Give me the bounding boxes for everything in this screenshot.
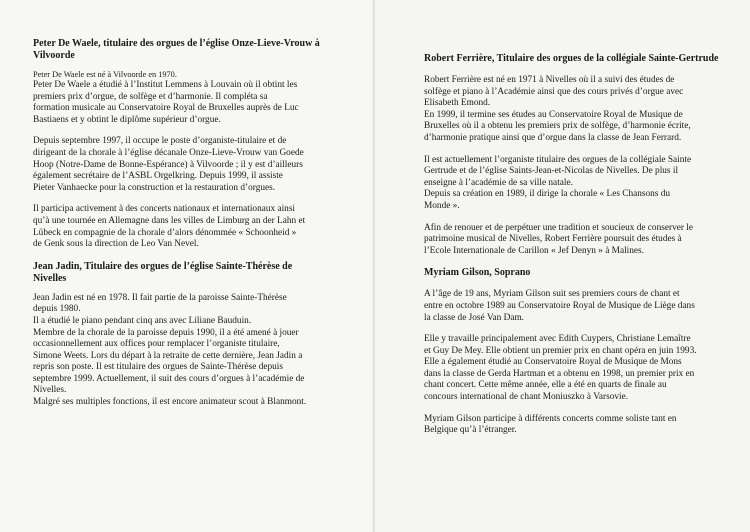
text-line: Pieter Vanhaecke pour la construction et la restauration d’orgues. [33, 182, 276, 193]
text-line: patrimoine musical de Nivelles, Robert Ferrière poursuit des études à [424, 234, 682, 245]
text-line: Malgré ses multiples fonctions, il est encore animateur scout à Blanmont. [33, 397, 307, 408]
heading-line: Vilvoorde [33, 50, 75, 61]
text-line: enseigne à l’académie de sa ville natale. [424, 177, 573, 188]
text-line: Bruxelles où il a obtenu les premiers prix de solfège, d’harmonie écrite, [424, 121, 691, 132]
text-line: également secrétaire de l’ASBL Orgelkring. Depuis 1999, il assiste [33, 171, 283, 182]
text-line: Depuis septembre 1997, il occupe le poste d’organiste-titulaire et de [33, 136, 287, 147]
text-line: la classe de José Van Dam. [424, 312, 525, 323]
text-line: Gertrude et de l’église Saints-Jean-et-Nicolas de Nivelles. De plus il [424, 166, 679, 177]
text-line: dans la classe de Gerda Hartman et a obtenu en 1998, un premier prix en [424, 368, 695, 379]
bio-paragraph [424, 414, 740, 437]
text-line: Hoop (Notre-Dame de Bonne-Espérance) à Vilvoorde ; il y est d’ailleurs [33, 159, 303, 170]
text-line: Elle y travaille principalement avec Edith Cuypers, Christiane Lemaître [424, 334, 691, 345]
text-line: l’Ecole Internationale de Carillon « Jef Denyn » à Malines. [424, 245, 644, 256]
bio-paragraph [424, 223, 740, 258]
text-line: d’harmonie pratique ainsi que d’orgue dans la classe de Jean Ferrard. [424, 132, 682, 143]
bio-paragraph [33, 80, 365, 126]
bio-heading [33, 261, 365, 285]
text-line: Elisabeth Emond. [424, 98, 491, 109]
text-line: Membre de la chorale de la paroisse depuis 1990, il a été amené à jouer [33, 327, 299, 338]
text-line: Il a étudié le piano pendant cinq ans avec Liliane Bauduin. [33, 315, 252, 326]
bio-jean-jadin [33, 261, 365, 409]
text-line: concours international de chant Moniuszko à Varsovie. [424, 392, 629, 403]
bio-paragraph [424, 334, 740, 404]
text-line: septembre 1999. Actuellement, il suit des cours d’orgues à l’académie de [33, 373, 305, 384]
text-line: Afin de renouer et de perpétuer une tradition et soucieux de conserver le [424, 222, 693, 233]
text-line: Depuis sa création en 1989, il dirige la chorale « Les Chansons du [424, 189, 671, 200]
text-line: Il participa activement à des concerts nationaux et internationaux ainsi [33, 204, 296, 215]
right-page [375, 0, 750, 532]
text-line: qu’à une tournée en Allemagne dans les villes de Limburg an der Lahn et [33, 215, 306, 226]
text-line: Il est actuellement l’organiste titulaire des orgues de la collégiale Sainte [424, 154, 692, 165]
text-line: Nivelles. [33, 385, 67, 396]
text-line: Simone Weets. Lors du départ à la retraite de cette dernière, Jean Jadin a [33, 350, 303, 361]
text-line: depuis 1980. [33, 304, 81, 315]
heading-line: Jean Jadin, Titulaire des orgues de l’église Sainte-Thérèse de [33, 260, 293, 272]
text-line: dirigeant de la chorale à l’église décanale Onze-Lieve-Vrouw van Goede [33, 147, 304, 158]
bio-paragraph [424, 289, 740, 324]
text-line: chant concert. Cette même année, elle a été en quarts de finale au [424, 380, 667, 391]
text-line: En 1999, il termine ses études au Conservatoire Royal de Musique de [424, 109, 683, 120]
text-line: Monde ». [424, 200, 460, 211]
text-line: entre en octobre 1989 au Conservatoire Royal de Musique de Liège dans [424, 300, 695, 311]
text-line: Peter De Waele a étudié à l’Institut Lemmens à Louvain où il obtint les [33, 80, 298, 90]
text-line: A l’âge de 19 ans, Myriam Gilson suit ses premiers cours de chant et [424, 289, 680, 300]
text-line: de Genk sous la direction de Leo Van Nevel. [33, 239, 199, 250]
text-line: Myriam Gilson participe à différents concerts comme soliste tant en [424, 413, 677, 424]
text-line: repris son poste. Il est titulaire des orgues de Sainte-Thérèse depuis [33, 362, 284, 373]
text-line: occasionnellement aux offices pour remplacer l’organiste titulaire, [33, 339, 280, 350]
bio-heading [33, 38, 365, 62]
bio-paragraph [424, 75, 740, 145]
bio-heading: Robert Ferrière, Titulaire des orgues de la collégiale Sainte-Gertrude [424, 53, 719, 64]
bio-myriam-gilson [424, 267, 740, 437]
text-line: Belgique qu’à l’étranger. [424, 425, 517, 436]
text-line: Lübeck en compagnie de la chorale d’alors dénommée « Schoonheid » [33, 227, 297, 238]
text-line: et Guy De Mey. Elle obtient un premier prix en chant opéra en juin 1993. [424, 345, 697, 356]
bio-robert-ferriere [424, 53, 740, 257]
text-line: formation musicale au Conservatoire Royal de Bruxelles auprès de Luc [33, 103, 299, 114]
text-line: Elle a également étudié au Conservatoire Royal de Musique de Mons [424, 357, 682, 368]
text-line: Jean Jadin est né en 1978. Il fait partie de la paroisse Sainte-Thérèse [33, 292, 287, 303]
text-line: Bastiaens et y obtint le diplôme supérieur d’orgue. [33, 114, 221, 125]
bio-heading: Myriam Gilson, Soprano [424, 267, 531, 279]
heading-line: Peter De Waele, titulaire des orgues de l’église Onze-Lieve-Vrouw à [33, 38, 320, 49]
bio-birth-line: Peter De Waele est né à Vilvoorde en 1970. [33, 70, 177, 79]
bio-paragraph [33, 136, 365, 194]
bio-paragraph [424, 155, 740, 213]
bio-peter-de-waele [33, 38, 365, 251]
text-line: Robert Ferrière est né en 1971 à Nivelles où il a suivi des études de [424, 75, 675, 85]
text-line: premiers prix d’orgue, de solfège et d’harmonie. Il compléta sa [33, 91, 268, 102]
text-line: solfège et piano à l’Académie ainsi que des cours privés d’orgue avec [424, 86, 684, 97]
bio-paragraph [33, 293, 365, 409]
heading-line: Nivelles [33, 272, 67, 284]
bio-paragraph [33, 204, 365, 250]
